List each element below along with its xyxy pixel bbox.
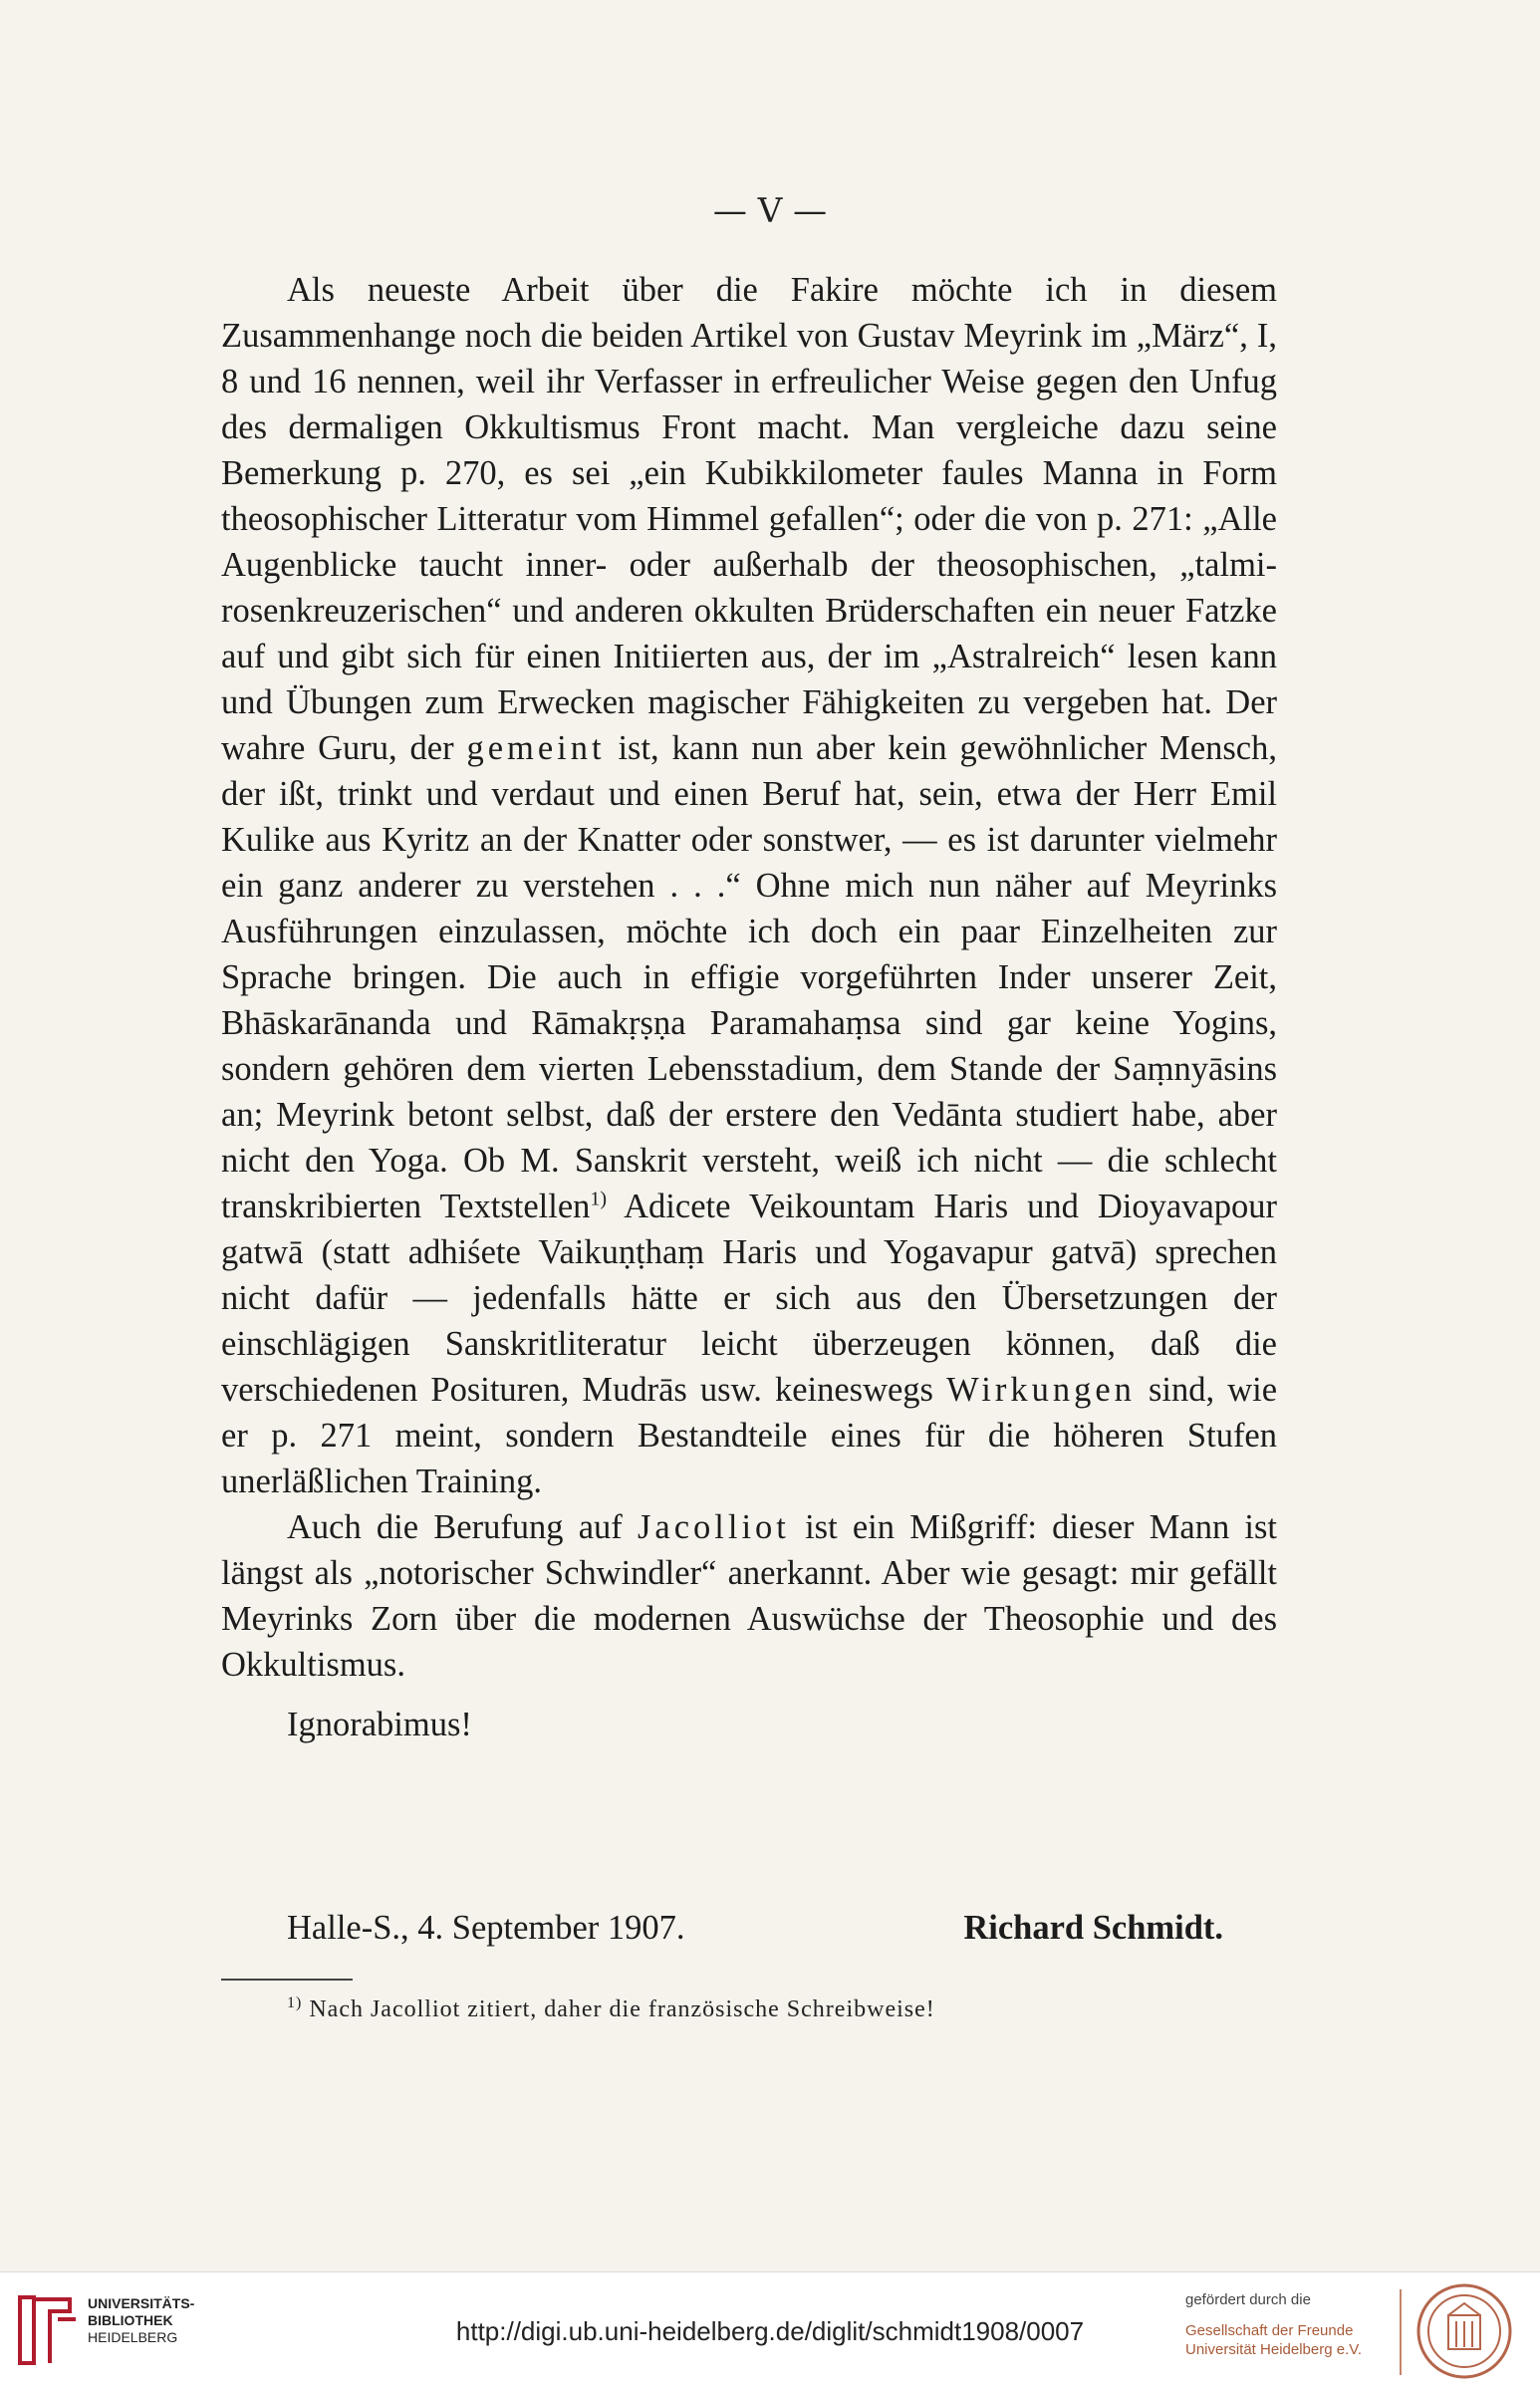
signature-line [287,1909,1223,1948]
footnote: $^{1)}$ Nach Jacolliot zitiert, daher die französische Schreibweise! [287,1994,935,2022]
emphasis-gemeint: gemeint [466,729,606,767]
permalink-url[interactable]: http://digi.ub.uni-heidelberg.de/diglit/schmidt1908/0007 [455,2316,1085,2346]
footnote-rule [221,1979,353,1981]
footnote-marker: 1) [590,1188,608,1210]
emphasis-jacolliot: Jacolliot [637,1508,790,1546]
society-name: Gesellschaft der Freunde Universität Heidelberg e.V. [1185,2322,1363,2358]
place-date: Halle-S., 4. September 1907. [287,1909,685,1947]
library-name: UNIVERSITÄTS- BIBLIOTHEK HEIDELBERG [88,2295,195,2345]
university-seal-icon [1414,2281,1514,2381]
footer-divider [1400,2289,1402,2375]
body-text [221,267,1277,1747]
paragraph-2: Auch die Berufung auf Jacolliot ist ein Mißgriff: dieser Mann ist längst als „notorischer Schwindler“ anerkannt. Aber wie gesagt: mir gefällt Meyrinks Zorn über die modernen Auswüchse der Theosophie und des Okkultismus. [221,1508,1277,1684]
author-name: Richard Schmidt. [963,1909,1223,1947]
emphasis-wirkungen: Wirkungen [946,1371,1136,1409]
paragraph-1: Als neueste Arbeit über die Fakire möchte ich in diesem Zusammenhange noch die beiden Artikel von Gustav Meyrink im „März“, I, 8 und 16 nennen, weil ihr Verfasser in erfreulicher Weise gegen den Unfug des dermaligen Okkultismus Front macht. Man vergleiche dazu seine Bemerkung p. 270, es sei „ein Kubikkilometer faules Manna in Form theosophischer Litteratur vom Himmel gefallen“; oder die von p. 271: „Alle Augenblicke taucht inner- oder außerhalb der theosophischen, „talmi-rosenkreuzerischen“ und anderen okkulten Brüderschaften ein neuer Fatzke auf und gibt sich für einen Initiierten aus, der im „Astralreich“ lesen kann und Übungen zum Erwecken magischer Fähigkeiten zu vergeben hat. Der wahre Guru, der gemeint ist, kann nun aber kein gewöhnlicher Mensch, der ißt, trinkt und verdaut und einen Beruf hat, sein, etwa der Herr Emil Kulike aus Kyritz an der Knatter oder sonstwer, — es ist darunter vielmehr ein ganz anderer zu verstehen . . .“ Ohne mich nun näher auf Meyrinks Ausführungen einzulassen, möchte ich doch ein paar Einzelheiten zur Sprache bringen. Die auch in effigie vorgeführten Inder unserer Zeit, Bhāskarānanda und Rāmakṛṣṇa Paramahaṃsa sind gar keine Yogins, sondern gehören dem vierten Lebensstadium, dem Stande der Saṃnyāsins an; Meyrink betont selbst, daß der erstere den Vedānta studiert habe, aber nicht den Yoga. Ob M. Sanskrit versteht, weiß ich nicht — die schlecht transkribierten Textstellen$^{1)}$ Adicete Veikountam Haris und Dioyavapour gatwā (statt adhiśete Vaikuṇṭhaṃ Haris und Yogavapur gatvā) sprechen nicht dafür — jedenfalls hätte er sich aus den Übersetzungen der einschlägigen Sanskritliteratur leicht überzeugen können, daß die verschiedenen Posituren, Mudrās usw. keineswegs Wirkungen sind, wie er p. 271 meint, sondern Bestandteile eines für die höheren Stufen unerläßlichen Training. [221,271,1278,1500]
paragraph-3: Ignorabimus! [287,1706,472,1743]
funded-by-label: gefördert durch die [1185,2291,1311,2308]
page-number: — V — [712,191,828,231]
